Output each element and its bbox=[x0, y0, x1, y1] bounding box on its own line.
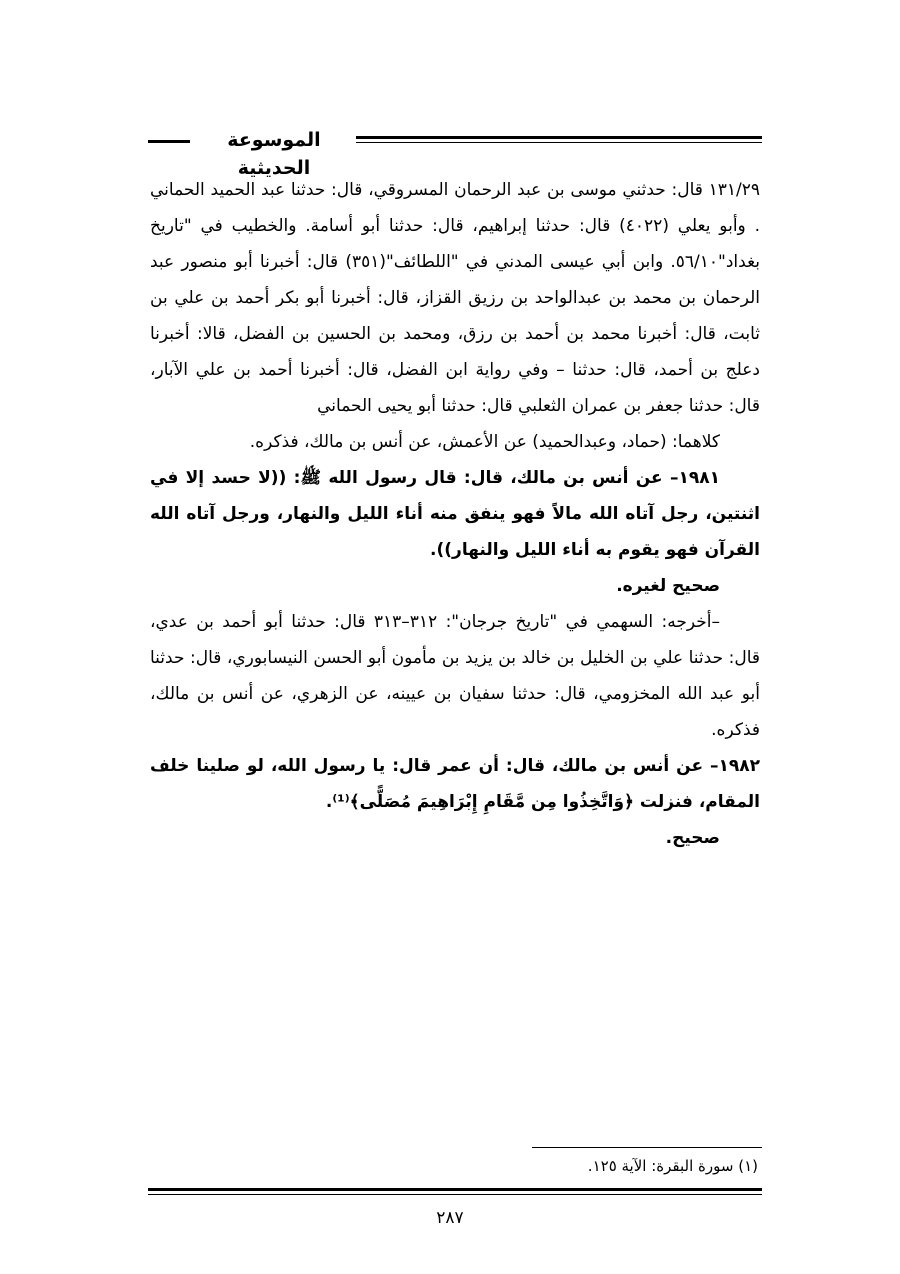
header-rule-left bbox=[148, 140, 190, 143]
header-rule-right bbox=[356, 136, 762, 143]
page-header bbox=[148, 126, 762, 179]
header-title: الموسوعة الحديثية bbox=[227, 129, 321, 179]
page-body bbox=[150, 172, 760, 856]
takhrij-1981: –أخرجه: السهمي في "تاريخ جرجان": ٣١٢–٣١٣ قال: حدثنا أبو أحمد بن عدي، قال: حدثنا علي بن الخليل بن خالد بن يزيد بن مأمون أبو الحسن النيسابوري، قال: حدثنا أبو عبد الله المخزومي، قال: حدثنا سفيان بن عيينه، عن الزهري، عن أنس بن مالك، فذكره. bbox=[150, 612, 760, 740]
footer-rule bbox=[148, 1188, 762, 1195]
paragraph-summary: كلاهما: (حماد، وعبدالحميد) عن الأعمش، عن أنس بن مالك، فذكره. bbox=[249, 432, 720, 452]
grading-1982: صحيح. bbox=[665, 828, 720, 848]
footnote: (١) سورة البقرة: الآية ١٢٥. bbox=[587, 1157, 758, 1175]
grading-1981: صحيح لغيره. bbox=[616, 576, 720, 596]
hadith-1982: ١٩٨٢– عن أنس بن مالك، قال: أن عمر قال: يا رسول الله، لو صلينا خلف المقام، فنزلت ﴿وَاتَّخِذُوا مِن مَّقَامِ إِبْرَاهِيمَ مُصَلًّى﴾⁽¹⁾. bbox=[150, 756, 760, 812]
footnote-separator bbox=[532, 1147, 762, 1148]
hadith-1981: ١٩٨١– عن أنس بن مالك، قال: قال رسول الله ﷺ: ((لا حسد إلا في اثنتين، رجل آتاه الله مالاً فهو ينفق منه أناء الليل والنهار، ورجل آتاه الله القرآن فهو يقوم به أناء الليل والنهار)). bbox=[150, 468, 760, 560]
page-number: ٢٨٧ bbox=[436, 1208, 464, 1228]
paragraph-sources: ١٣١/٢٩ قال: حدثني موسى بن عبد الرحمان المسروقي، قال: حدثنا عبد الحميد الحماني . وأبو يعلي (٤٠٢٢) قال: حدثنا إبراهيم، قال: حدثنا أبو أسامة. والخطيب في "تاريخ بغداد"٥٦/١٠. وابن أبي عيسى المدني في "اللطائف"(٣٥١) قال: أخبرنا أبو منصور عبد الرحمان بن محمد بن عبدالواحد بن رزيق القزاز، قال: أخبرنا أبو بكر أحمد بن علي بن ثابت، قال: أخبرنا محمد بن أحمد بن رزق، ومحمد بن الحسين بن الفضل، قالا: أخبرنا دعلج بن أحمد، قال: حدثنا – وفي رواية ابن الفضل، قال: أخبرنا أحمد بن علي الآبار، قال: حدثنا جعفر بن عمران الثعلبي قال: حدثنا أبو يحيى الحماني bbox=[150, 180, 760, 416]
